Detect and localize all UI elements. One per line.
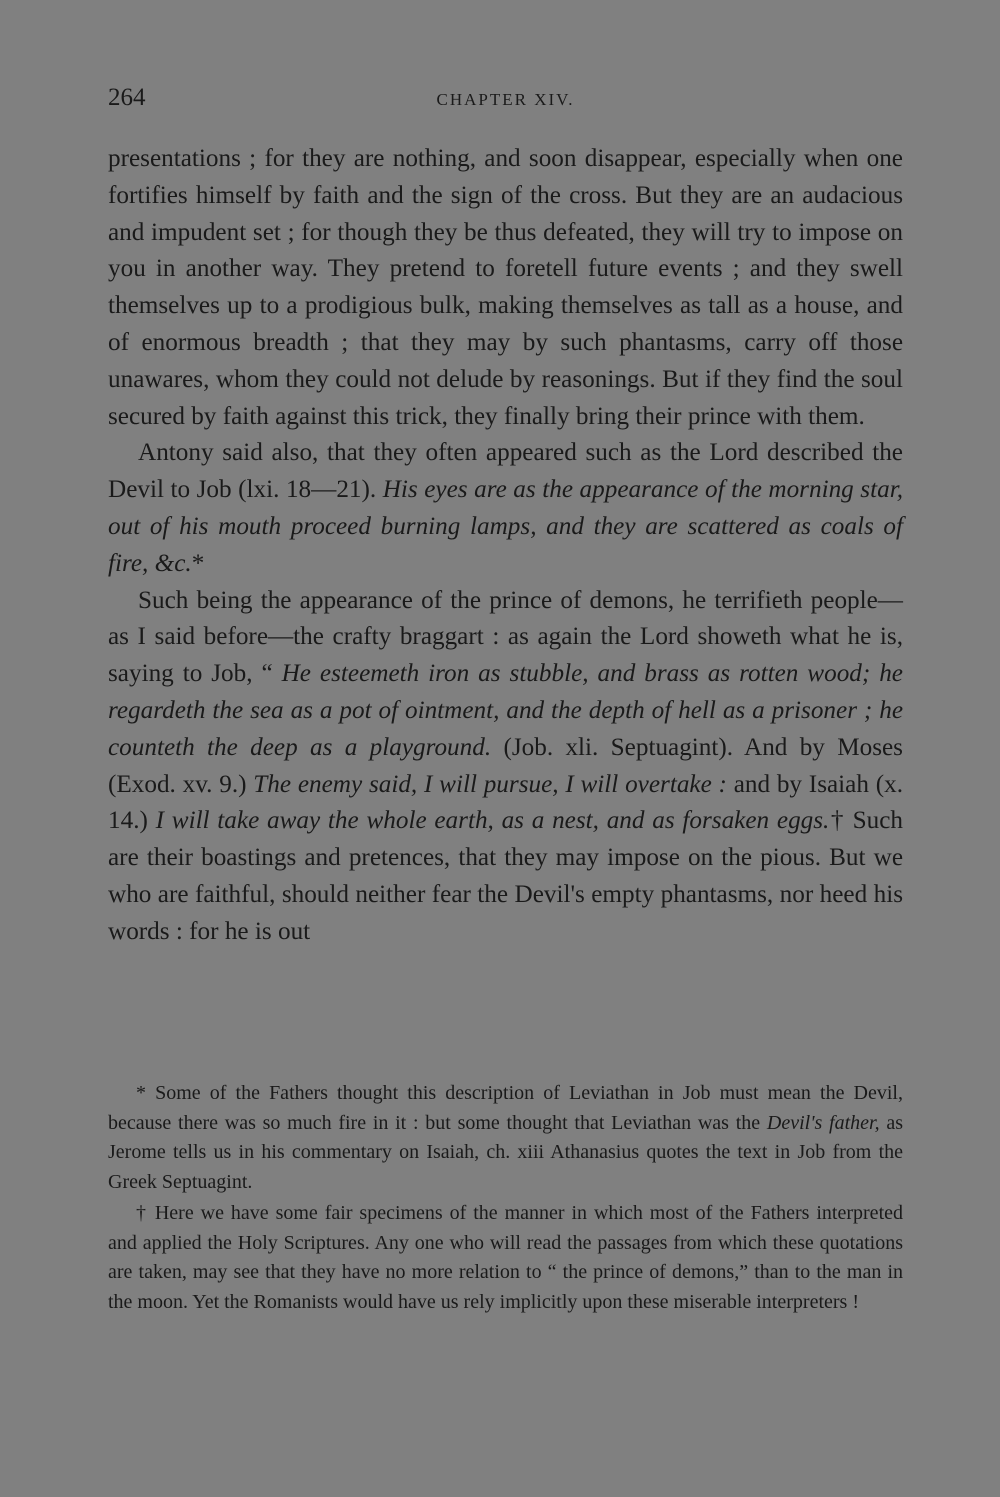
chapter-title: CHAPTER XIV. [436,90,575,109]
paragraph-1: presentations ; for they are nothing, and soon disappear, especially when one fortifies himself by faith and the sign of the cross. But they are an audacious and impudent set ; for though they be thus defeated, they will try to impose on you in another way. They pretend to foretell future events ; and they swell themselves up to a prodigious bulk, making themselves as tall as a house, and of enormous breadth ; that they may by such phantasms, carry off those unawares, whom they could not delude by reasonings. But if they find the soul secured by faith against this trick, they finally bring their prince with them. [108,145,903,430]
paragraph-3-text-b: (Job. xli. Septuagint). And by Moses (Exod. xv. 9.) [108,733,903,798]
footnote-mark-asterisk: * [191,549,205,577]
paragraph-2-quote: His eyes are as the appearance of the morning star, out of his mouth proceed burning lamps, and they are scattered as coals of fire, &c. [108,476,904,577]
paragraph-3 [108,583,903,951]
paragraph-3-quote-isaiah: I will take away the whole earth, as a nest, and as forsaken eggs. [155,807,830,835]
paragraph-3-text-d: † Such are their boastings and pretences, that they may impose on the pious. But we who are faithful, should neither fear the Devil's empty phantasms, nor heed his words : for he is out [108,807,903,945]
footnote-2: † Here we have some fair specimens of the manner in which most of the Fathers interpreted and applied the Holy Scriptures. Any one who will read the passages from which these quotations are taken, may see that they have no more relation to “ the prince of demons,” than to the man in the moon. Yet the Romanists would have us rely implicitly upon these miserable interpreters ! [108,1202,903,1313]
body-text [108,141,903,951]
running-header [108,84,903,116]
footnote-1-italic: Devil's father, [766,1111,880,1134]
paragraph-2-text: Antony said also, that they often appeared such as the Lord described the Devil to Job (lxi. 18—21). [108,439,903,504]
footnote-1 [108,1079,903,1197]
paragraph-3-quote-job: He esteemeth iron as stubble, and brass as rotten wood; he regardeth the sea as a pot of ointment, and the depth of hell as a prisoner ; he counteth the deep as a playground. [108,660,903,761]
paragraph-2 [108,435,903,582]
footnotes [108,1079,903,1319]
paragraph-3-text-a: Such being the appearance of the prince of demons, he terrifieth people—as I said before—the crafty braggart : as again the Lord showeth what he is, saying to Job, “ [108,586,903,688]
paragraph-3-text-c: and by Isaiah (x. 14.) [108,770,903,835]
paragraph-3-quote-moses: The enemy said, I will pursue, I will overtake : [253,770,727,798]
page-number: 264 [108,84,146,111]
footnote-1-text-b: as Jerome tells us in his commentary on Isaiah, ch. xiii Athanasius quotes the text in Job from the Greek Septuagint. [108,1111,904,1193]
footnote-1-text-a: * Some of the Fathers thought this description of Leviathan in Job must mean the Devil, because there was so much fire in it : but some thought that Leviathan was the [108,1082,903,1134]
